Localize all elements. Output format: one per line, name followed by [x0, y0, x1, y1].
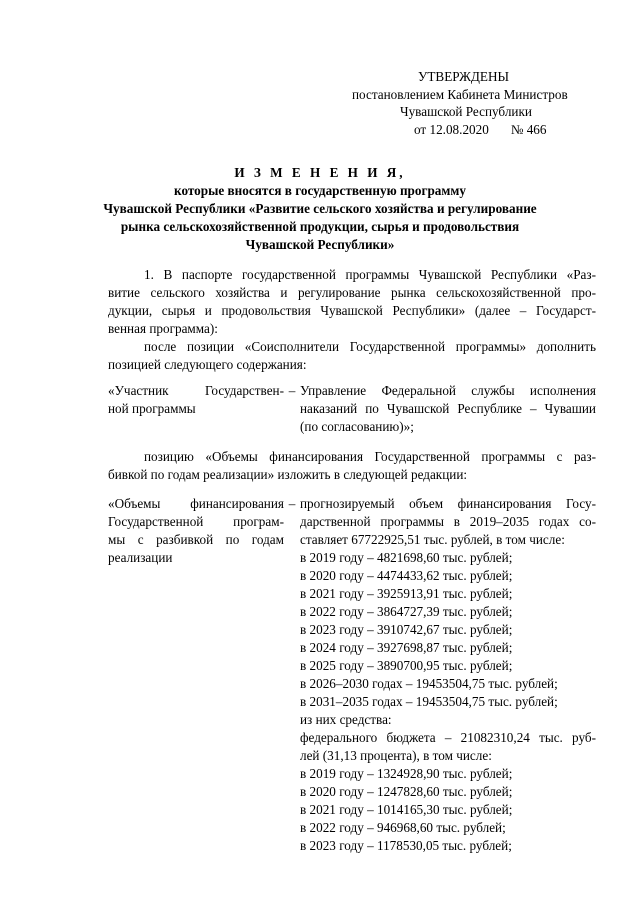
text-line: дарственной программы в 2019–2035 годах со-: [300, 514, 596, 529]
year-line: в 2019 году – 4821698,60 тыс. рублей;: [300, 550, 513, 565]
approval-date-line: [352, 121, 602, 139]
approval-date: от 12.08.2020: [414, 121, 489, 137]
dash: –: [288, 496, 296, 511]
text-line: из них средства:: [300, 712, 392, 727]
text-line: венная программа):: [108, 321, 218, 336]
year-line: в 2022 году – 946968,60 тыс. рублей;: [300, 820, 506, 835]
text-line: витие сельского хозяйства и регулирование рынка сельскохозяйственной про-: [108, 285, 596, 300]
text-line: после позиции «Соисполнители Государственной программы» дополнить: [144, 339, 596, 354]
text-line: бивкой по годам реализации» изложить в следующей редакции:: [108, 467, 468, 482]
paragraph-passport: [108, 266, 596, 338]
text-line: Государственной програм-: [108, 514, 284, 529]
funding-value: [300, 495, 596, 855]
approval-line: УТВЕРЖДЕНЫ: [418, 69, 510, 84]
year-line: в 2024 году – 3927698,87 тыс. рублей;: [300, 640, 513, 655]
text-line: «Объемы финансирования: [108, 496, 284, 511]
year-line: в 2031–2035 годах – 19453504,75 тыс. рублей;: [300, 694, 558, 709]
text-line: позицию «Объемы финансирования Государственной программы с раз-: [144, 449, 596, 464]
document-title: [100, 164, 540, 254]
text-line: дукции, сырья и продовольствия Чувашской Республики» (далее – Государст-: [108, 303, 596, 318]
approval-block: [352, 68, 602, 138]
participant-position: [108, 382, 596, 436]
text-line: (по согласованию)»;: [300, 419, 414, 434]
text-line: «Участник Государствен-: [108, 383, 284, 398]
text-line: наказаний по Чувашской Республике – Чувашии: [300, 401, 596, 416]
year-line: в 2025 году – 3890700,95 тыс. рублей;: [300, 658, 513, 673]
participant-label: [108, 382, 284, 418]
text-line: лей (31,13 процента), в том числе:: [300, 748, 492, 763]
title-line: рынка сельскохозяйственной продукции, сырья и продовольствия: [120, 219, 520, 234]
text-line: Управление Федеральной службы исполнения: [300, 383, 596, 398]
title-line: которые вносятся в государственную программу: [174, 183, 466, 198]
text-line: ной программы: [108, 401, 196, 416]
year-line: в 2021 году – 1014165,30 тыс. рублей;: [300, 802, 513, 817]
year-line: в 2020 году – 4474433,62 тыс. рублей;: [300, 568, 513, 583]
approval-number: № 466: [510, 121, 547, 137]
title-line: Чувашской Республики»: [245, 237, 395, 252]
year-line: в 2019 году – 1324928,90 тыс. рублей;: [300, 766, 513, 781]
year-line: в 2023 году – 1178530,05 тыс. рублей;: [300, 838, 512, 853]
funding-position: [108, 495, 596, 853]
participant-value: [300, 382, 596, 436]
title-heading: И З М Е Н Е Н И Я,: [234, 165, 406, 180]
dash: –: [288, 383, 296, 398]
funding-label: [108, 495, 284, 567]
text-line: позицией следующего содержания:: [108, 357, 307, 372]
year-line: в 2023 году – 3910742,67 тыс. рублей;: [300, 622, 513, 637]
text-line: реализации: [108, 550, 173, 565]
paragraph-after-position: [108, 338, 596, 374]
text-line: 1. В паспорте государственной программы Чувашской Республики «Раз-: [144, 267, 596, 282]
approval-line: Чувашской Республики: [400, 104, 532, 119]
text-line: прогнозируемый объем финансирования Госу-: [300, 496, 596, 511]
year-line: в 2020 году – 1247828,60 тыс. рублей;: [300, 784, 513, 799]
text-line: мы с разбивкой по годам: [108, 532, 284, 547]
year-line: в 2026–2030 годах – 19453504,75 тыс. рублей;: [300, 676, 558, 691]
year-line: в 2021 году – 3925913,91 тыс. рублей;: [300, 586, 513, 601]
text-line: ставляет 67722925,51 тыс. рублей, в том числе:: [300, 532, 565, 547]
approval-line: постановлением Кабинета Министров: [352, 86, 568, 102]
title-line: Чувашской Республики «Развитие сельского хозяйства и регулирование: [103, 201, 537, 216]
text-line: федерального бюджета – 21082310,24 тыс. руб-: [300, 730, 596, 745]
paragraph-funding-position: [108, 448, 596, 484]
year-line: в 2022 году – 3864727,39 тыс. рублей;: [300, 604, 513, 619]
